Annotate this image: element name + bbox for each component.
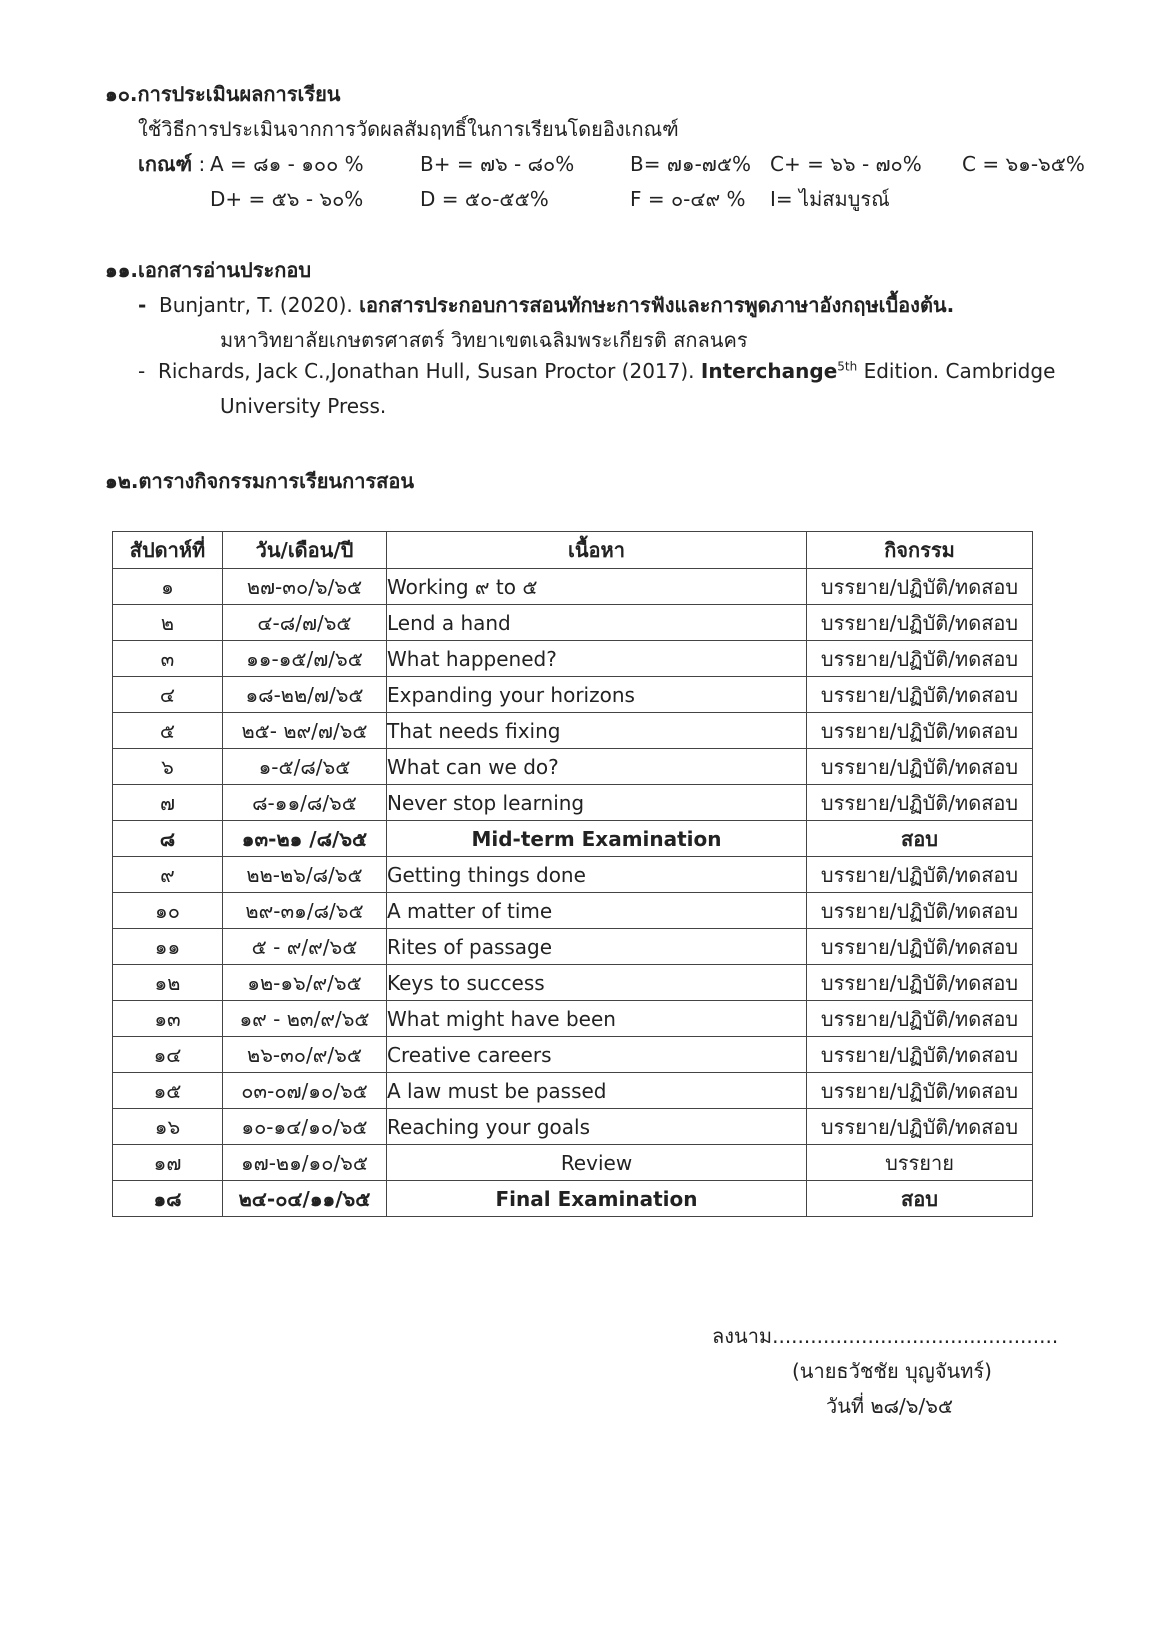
activity-cell: บรรยาย/ปฏิบัติ/ทดสอบ <box>807 605 1033 641</box>
signature-date: วันที่ ๒๘/๖/๖๕ <box>826 1394 954 1418</box>
date-cell: ๔-๘/๗/๖๕ <box>223 605 387 641</box>
date-cell: ๑๐-๑๔/๑๐/๖๕ <box>223 1109 387 1145</box>
week-cell: ๘ <box>113 821 223 857</box>
reference-2 <box>138 359 1055 383</box>
content-cell: What happened? <box>387 641 807 677</box>
week-cell: ๔ <box>113 677 223 713</box>
date-cell: ๒๙-๓๑/๘/๖๕ <box>223 893 387 929</box>
date-cell: ๐๓-๐๗/๑๐/๖๕ <box>223 1073 387 1109</box>
activity-cell: บรรยาย/ปฏิบัติ/ทดสอบ <box>807 1073 1033 1109</box>
date-cell: ๒๔-๐๔/๑๑/๖๕ <box>223 1181 387 1217</box>
content-cell: Keys to success <box>387 965 807 1001</box>
content-cell: Rites of passage <box>387 929 807 965</box>
date-cell: ๒๗-๓๐/๖/๖๕ <box>223 569 387 605</box>
week-cell: ๕ <box>113 713 223 749</box>
reference-1 <box>138 289 954 321</box>
week-cell: ๑๓ <box>113 1001 223 1037</box>
schedule-body <box>113 569 1033 1217</box>
activity-cell: บรรยาย/ปฏิบัติ/ทดสอบ <box>807 1109 1033 1145</box>
date-cell: ๕ - ๙/๙/๖๕ <box>223 929 387 965</box>
table-row <box>113 1073 1033 1109</box>
reference-author: Richards, Jack C.,Jonathan Hull, Susan Proctor (2017). <box>157 359 695 383</box>
grade-b-plus: B+ = ๗๖ - ๘๐% <box>420 152 575 176</box>
week-cell: ๑๐ <box>113 893 223 929</box>
date-cell: ๑-๕/๘/๖๕ <box>223 749 387 785</box>
reference-title: Interchange <box>700 359 838 383</box>
content-cell: What might have been <box>387 1001 807 1037</box>
date-cell: ๑๓-๒๑ /๘/๖๕ <box>223 821 387 857</box>
week-cell: ๒ <box>113 605 223 641</box>
week-cell: ๑๗ <box>113 1145 223 1181</box>
week-cell: ๖ <box>113 749 223 785</box>
week-cell: ๑๖ <box>113 1109 223 1145</box>
grade-c-plus: C+ = ๖๖ - ๗๐% <box>770 152 922 176</box>
grade-d-plus: D+ = ๕๖ - ๖๐% <box>210 187 364 211</box>
eval-heading: ๑๐.การประเมินผลการเรียน <box>105 82 341 106</box>
readings-heading: ๑๑.เอกสารอ่านประกอบ <box>105 258 312 282</box>
table-row <box>113 1001 1033 1037</box>
week-cell: ๓ <box>113 641 223 677</box>
content-cell: Final Examination <box>387 1181 807 1217</box>
criteria-label-wrap: เกณฑ์ : <box>138 152 206 176</box>
reference-1-publisher: มหาวิทยาลัยเกษตรศาสตร์ วิทยาเขตเฉลิมพระเกียรติ สกลนคร <box>220 328 748 352</box>
activity-cell: บรรยาย/ปฏิบัติ/ทดสอบ <box>807 893 1033 929</box>
table-row <box>113 1181 1033 1217</box>
activity-cell: บรรยาย/ปฏิบัติ/ทดสอบ <box>807 785 1033 821</box>
content-cell: Getting things done <box>387 857 807 893</box>
column-header-content: เนื้อหา <box>387 532 807 569</box>
table-row <box>113 569 1033 605</box>
column-header-activity: กิจกรรม <box>807 532 1033 569</box>
activity-cell: บรรยาย/ปฏิบัติ/ทดสอบ <box>807 677 1033 713</box>
week-cell: ๑ <box>113 569 223 605</box>
table-row <box>113 713 1033 749</box>
reference-author: Bunjantr, T. (2020). <box>159 293 353 317</box>
activity-cell: บรรยาย/ปฏิบัติ/ทดสอบ <box>807 965 1033 1001</box>
date-cell: ๑๙ - ๒๓/๙/๖๕ <box>223 1001 387 1037</box>
activity-cell: บรรยาย/ปฏิบัติ/ทดสอบ <box>807 1037 1033 1073</box>
table-row <box>113 605 1033 641</box>
content-cell: Lend a hand <box>387 605 807 641</box>
content-cell: Working ๙ to ๕ <box>387 569 807 605</box>
grade-c: C = ๖๑-๖๕% <box>962 152 1085 176</box>
grade-b: B= ๗๑-๗๕% <box>630 152 751 176</box>
table-row <box>113 929 1033 965</box>
activity-cell: บรรยาย/ปฏิบัติ/ทดสอบ <box>807 1001 1033 1037</box>
reference-2-publisher: University Press. <box>220 394 387 418</box>
grade-f: F = ๐-๔๙ % <box>630 187 746 211</box>
date-cell: ๑๒-๑๖/๙/๖๕ <box>223 965 387 1001</box>
content-cell: Mid-term Examination <box>387 821 807 857</box>
activity-cell: บรรยาย/ปฏิบัติ/ทดสอบ <box>807 569 1033 605</box>
content-cell: Review <box>387 1145 807 1181</box>
reference-bullet: - <box>138 293 147 317</box>
criteria-label: เกณฑ์ <box>138 152 193 176</box>
table-row <box>113 641 1033 677</box>
date-cell: ๒๒-๒๖/๘/๖๕ <box>223 857 387 893</box>
date-cell: ๑๗-๒๑/๑๐/๖๕ <box>223 1145 387 1181</box>
activity-cell: สอบ <box>807 821 1033 857</box>
signature-line: ลงนาม............................................. <box>712 1324 1059 1348</box>
reference-title: เอกสารประกอบการสอนทักษะการฟังและการพูดภาษาอังกฤษเบื้องต้น. <box>359 293 955 317</box>
table-row <box>113 785 1033 821</box>
reference-bullet: - <box>138 359 146 383</box>
content-cell: Never stop learning <box>387 785 807 821</box>
week-cell: ๑๘ <box>113 1181 223 1217</box>
activity-cell: สอบ <box>807 1181 1033 1217</box>
grade-d: D = ๕๐-๕๕% <box>420 187 549 211</box>
table-row <box>113 857 1033 893</box>
activity-cell: บรรยาย/ปฏิบัติ/ทดสอบ <box>807 929 1033 965</box>
week-cell: ๑๕ <box>113 1073 223 1109</box>
table-row <box>113 1145 1033 1181</box>
content-cell: A law must be passed <box>387 1073 807 1109</box>
table-row <box>113 893 1033 929</box>
table-row <box>113 1109 1033 1145</box>
week-cell: ๙ <box>113 857 223 893</box>
table-row <box>113 749 1033 785</box>
schedule-heading: ๑๒.ตารางกิจกรรมการเรียนการสอน <box>105 469 415 493</box>
content-cell: Creative careers <box>387 1037 807 1073</box>
table-header-row <box>113 532 1033 569</box>
content-cell: That needs fixing <box>387 713 807 749</box>
reference-superscript: 5th <box>837 359 858 374</box>
column-header-date: วัน/เดือน/ปี <box>223 532 387 569</box>
table-row <box>113 1037 1033 1073</box>
week-cell: ๗ <box>113 785 223 821</box>
grade-a: A = ๘๑ - ๑๐๐ % <box>210 152 364 176</box>
signer-name: (นายธวัชชัย บุญจันทร์) <box>792 1359 992 1383</box>
date-cell: ๒๕- ๒๙/๗/๖๕ <box>223 713 387 749</box>
week-cell: ๑๒ <box>113 965 223 1001</box>
column-header-week: สัปดาห์ที่ <box>113 532 223 569</box>
content-cell: Expanding your horizons <box>387 677 807 713</box>
schedule-table <box>112 531 1033 1217</box>
activity-cell: บรรยาย <box>807 1145 1033 1181</box>
week-cell: ๑๑ <box>113 929 223 965</box>
week-cell: ๑๔ <box>113 1037 223 1073</box>
grade-i: I= ไม่สมบูรณ์ <box>770 187 890 211</box>
activity-cell: บรรยาย/ปฏิบัติ/ทดสอบ <box>807 641 1033 677</box>
date-cell: ๒๖-๓๐/๙/๖๕ <box>223 1037 387 1073</box>
activity-cell: บรรยาย/ปฏิบัติ/ทดสอบ <box>807 749 1033 785</box>
date-cell: ๑๘-๒๒/๗/๖๕ <box>223 677 387 713</box>
activity-cell: บรรยาย/ปฏิบัติ/ทดสอบ <box>807 857 1033 893</box>
content-cell: Reaching your goals <box>387 1109 807 1145</box>
content-cell: A matter of time <box>387 893 807 929</box>
table-row <box>113 965 1033 1001</box>
reference-edition: Edition. Cambridge <box>863 359 1056 383</box>
date-cell: ๘-๑๑/๘/๖๕ <box>223 785 387 821</box>
eval-intro: ใช้วิธีการประเมินจากการวัดผลสัมฤทธิ์ในการเรียนโดยอิงเกณฑ์ <box>138 117 679 141</box>
activity-cell: บรรยาย/ปฏิบัติ/ทดสอบ <box>807 713 1033 749</box>
date-cell: ๑๑-๑๕/๗/๖๕ <box>223 641 387 677</box>
content-cell: What can we do? <box>387 749 807 785</box>
table-row <box>113 821 1033 857</box>
table-row <box>113 677 1033 713</box>
